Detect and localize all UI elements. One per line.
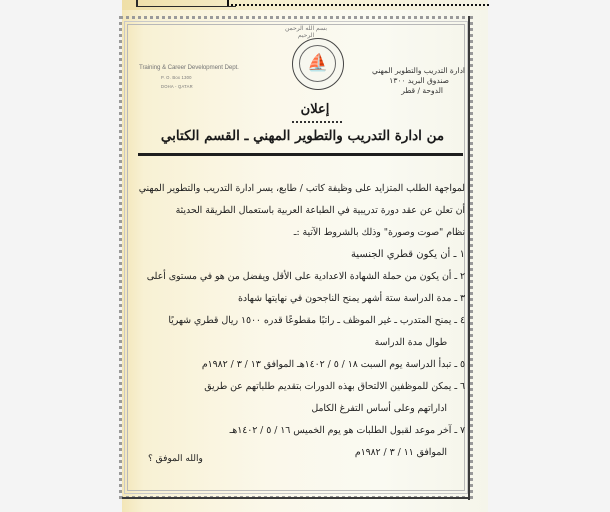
english-city: DOHA - QATAR	[161, 84, 193, 89]
announcement-body	[137, 178, 465, 464]
dhow-icon: ⛵	[307, 53, 329, 73]
arabic-pobox: صندوق البريد ١٣٠٠	[389, 76, 449, 85]
state-emblem-icon	[292, 38, 344, 90]
english-pobox: P. O. Box 1300	[161, 75, 192, 80]
border-shadow-right	[468, 16, 470, 500]
previous-page-dotted-border	[227, 4, 489, 6]
condition-3: ٣ ـ مدة الدراسة ستة أشهر يمنح الناجحون في نهايتها شهادة	[237, 293, 465, 304]
condition-7: ٧ ـ آخر موعد لقبول الطلبات هو يوم الخميس ١٦ / ٥ / ١٤٠٢هـ	[229, 425, 465, 436]
condition-4-continued: طوال مدة الدراسة	[374, 337, 447, 348]
issuer-line: من ادارة التدريب والتطوير المهني ـ القسم الكتابي	[160, 128, 445, 144]
announcement-title: إعلان	[300, 102, 330, 117]
condition-5: ٥ ـ تبدأ الدراسة يوم السبت ١٨ / ٥ / ١٤٠٢هـ الموافق ١٣ / ٣ / ١٩٨٢م	[201, 359, 465, 370]
basmala: بسم الله الرحمن الرحيم	[284, 25, 328, 39]
header-rule	[138, 153, 463, 156]
previous-page-edge	[122, 0, 488, 10]
condition-1: ١ ـ أن يكون قطري الجنسية	[350, 249, 465, 260]
arabic-letterhead	[360, 66, 465, 96]
border-shadow-bottom	[122, 497, 470, 499]
condition-6: ٦ ـ يمكن للموظفين الالتحاق بهذه الدورات بتقديم طلباتهم عن طريق	[204, 381, 465, 392]
intro-line: لمواجهة الطلب المتزايد على وظيفة كاتب / طابع، يسر ادارة التدريب والتطوير المهني	[138, 183, 465, 194]
title-underline	[292, 121, 342, 123]
intro-line: أن تعلن عن عقد دورة تدريبية في الطباعة العربية باستعمال الطريقة الحديثة	[175, 205, 465, 216]
english-letterhead	[139, 64, 249, 89]
arabic-department-name: ادارة التدريب والتطوير المهني	[371, 66, 465, 75]
english-department-name: Training & Career Development Dept.	[139, 64, 239, 71]
previous-page-rule-horizontal	[136, 6, 236, 7]
condition-6-continued: اداراتهم وعلى أساس التفرغ الكامل	[311, 403, 447, 414]
condition-2: ٢ ـ أن يكون من حملة الشهادة الاعدادية على الأقل ويفضل من هو في مستوى أعلى	[146, 271, 465, 282]
intro-line: نظام "صوت وصورة" وذلك بالشروط الآتية :ـ	[293, 227, 465, 238]
condition-4: ٤ ـ يمنح المتدرب ـ غير الموظف ـ راتبًا مقطوعًا قدره ١٥٠٠ ريال قطري شهريًا	[168, 315, 465, 326]
arabic-city: الدوحة / قطر	[401, 86, 443, 95]
signoff: والله الموفق ؟	[148, 454, 203, 464]
condition-7-continued: الموافق ١١ / ٣ / ١٩٨٢م	[354, 447, 447, 458]
